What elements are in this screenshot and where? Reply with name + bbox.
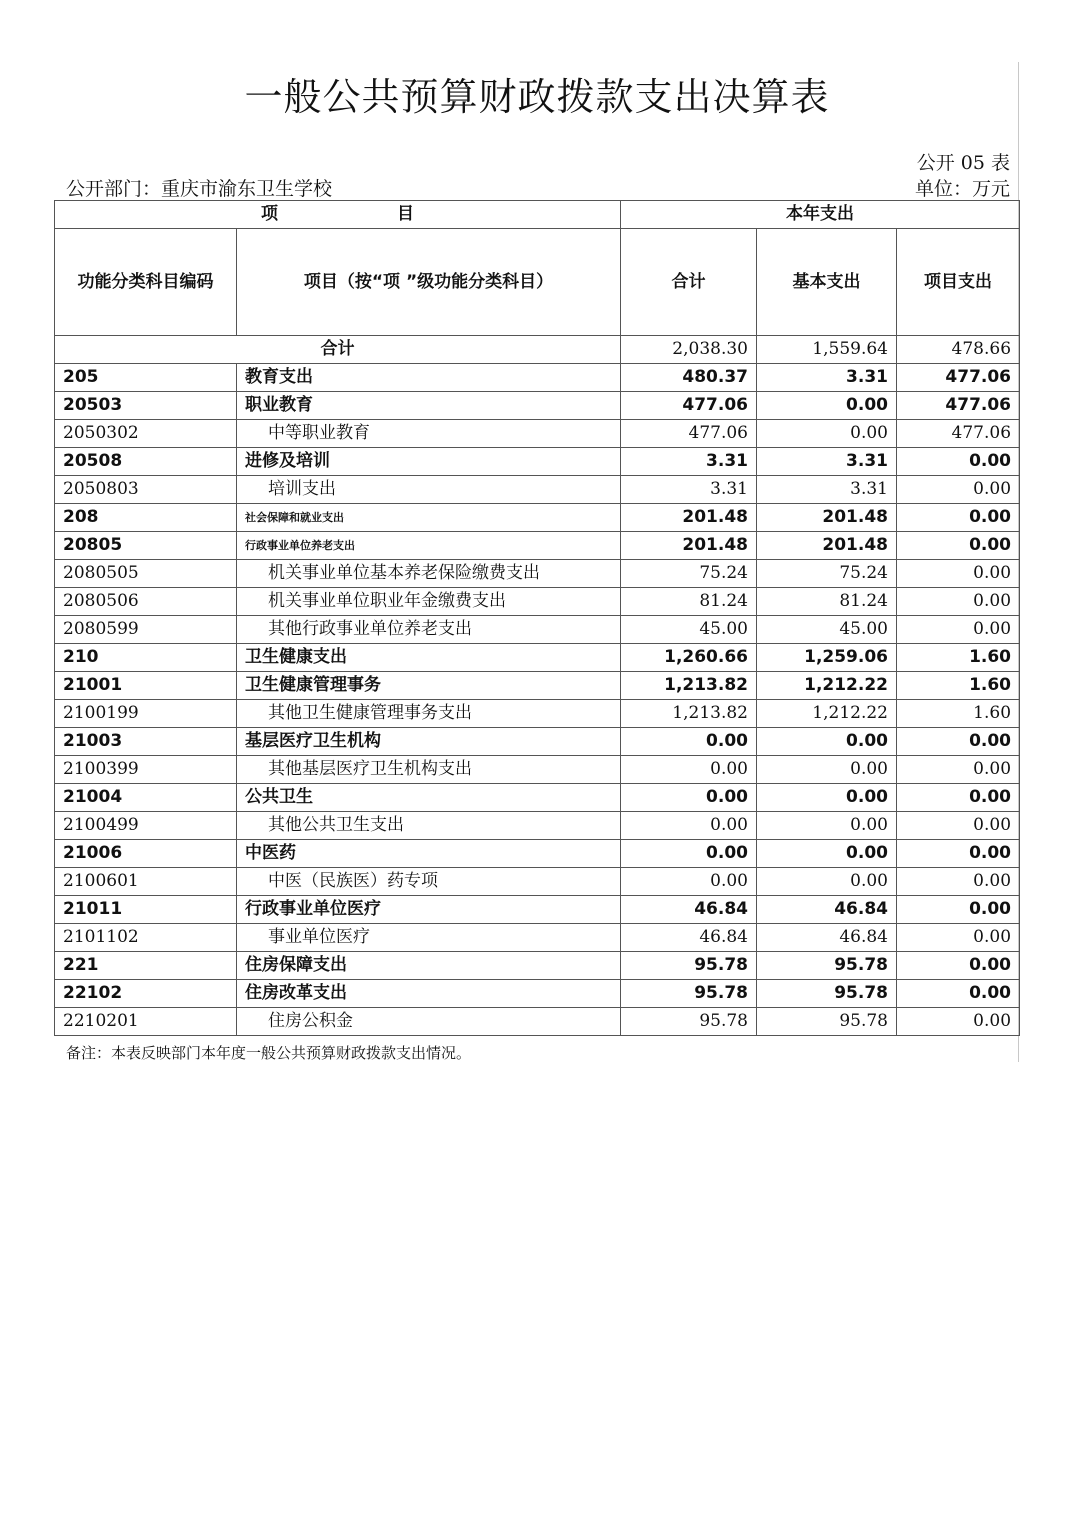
table-row [55, 868, 1020, 896]
row-name: 职业教育 [237, 392, 621, 420]
table-row [55, 952, 1020, 980]
row-name: 住房保障支出 [237, 952, 621, 980]
row-code: 22102 [55, 980, 237, 1008]
row-project: 0.00 [897, 560, 1020, 588]
total-row [55, 336, 1020, 364]
row-total: 45.00 [621, 616, 757, 644]
table-row [55, 728, 1020, 756]
header-name: 项目（按“项 ”级功能分类科目） [237, 229, 621, 336]
row-total: 0.00 [621, 784, 757, 812]
row-basic: 81.24 [757, 588, 897, 616]
row-name: 机关事业单位职业年金缴费支出 [237, 588, 621, 616]
row-project: 0.00 [897, 924, 1020, 952]
row-basic: 0.00 [757, 728, 897, 756]
table-row [55, 392, 1020, 420]
row-code: 21001 [55, 672, 237, 700]
row-total: 201.48 [621, 504, 757, 532]
row-code: 20508 [55, 448, 237, 476]
row-total: 0.00 [621, 840, 757, 868]
table-row [55, 588, 1020, 616]
row-name: 卫生健康管理事务 [237, 672, 621, 700]
row-basic: 1,212.22 [757, 672, 897, 700]
row-code: 21006 [55, 840, 237, 868]
row-code: 20805 [55, 532, 237, 560]
row-total: 81.24 [621, 588, 757, 616]
row-project: 0.00 [897, 980, 1020, 1008]
table-row [55, 700, 1020, 728]
table-row [55, 448, 1020, 476]
row-code: 2210201 [55, 1008, 237, 1036]
row-name: 卫生健康支出 [237, 644, 621, 672]
row-basic: 95.78 [757, 1008, 897, 1036]
row-code: 2080506 [55, 588, 237, 616]
row-total: 75.24 [621, 560, 757, 588]
row-total: 95.78 [621, 980, 757, 1008]
department-label: 公开部门：重庆市渝东卫生学校 [66, 178, 333, 200]
row-total: 3.31 [621, 476, 757, 504]
row-total: 480.37 [621, 364, 757, 392]
row-project: 1.60 [897, 672, 1020, 700]
row-basic: 0.00 [757, 756, 897, 784]
table-row [55, 896, 1020, 924]
row-code: 2050803 [55, 476, 237, 504]
table-row [55, 476, 1020, 504]
row-project: 0.00 [897, 532, 1020, 560]
row-basic: 46.84 [757, 924, 897, 952]
row-basic: 45.00 [757, 616, 897, 644]
row-name: 基层医疗卫生机构 [237, 728, 621, 756]
row-project: 0.00 [897, 868, 1020, 896]
row-project: 1.60 [897, 700, 1020, 728]
row-name: 其他卫生健康管理事务支出 [237, 700, 621, 728]
total-amount: 2,038.30 [621, 336, 757, 364]
page-title: 一般公共预算财政拨款支出决算表 [244, 75, 830, 119]
row-basic: 75.24 [757, 560, 897, 588]
row-code: 2100399 [55, 756, 237, 784]
row-basic: 3.31 [757, 364, 897, 392]
row-total: 1,213.82 [621, 700, 757, 728]
row-project: 0.00 [897, 1008, 1020, 1036]
row-basic: 95.78 [757, 980, 897, 1008]
row-name: 公共卫生 [237, 784, 621, 812]
row-total: 1,213.82 [621, 672, 757, 700]
row-total: 3.31 [621, 448, 757, 476]
row-code: 2050302 [55, 420, 237, 448]
total-label: 合计 [55, 336, 621, 364]
row-name: 中等职业教育 [237, 420, 621, 448]
row-code: 2080599 [55, 616, 237, 644]
row-project: 0.00 [897, 476, 1020, 504]
row-project: 477.06 [897, 364, 1020, 392]
unit-label: 单位：万元 [914, 178, 1010, 200]
row-basic: 1,259.06 [757, 644, 897, 672]
form-number: 公开 05 表 [916, 152, 1010, 174]
row-code: 208 [55, 504, 237, 532]
row-total: 0.00 [621, 812, 757, 840]
row-total: 477.06 [621, 420, 757, 448]
total-project: 478.66 [897, 336, 1020, 364]
header-project-exp: 项目支出 [897, 229, 1020, 336]
row-name: 进修及培训 [237, 448, 621, 476]
total-basic: 1,559.64 [757, 336, 897, 364]
row-code: 2080505 [55, 560, 237, 588]
row-code: 221 [55, 952, 237, 980]
row-basic: 0.00 [757, 420, 897, 448]
row-name: 中医药 [237, 840, 621, 868]
row-project: 0.00 [897, 840, 1020, 868]
table-row [55, 924, 1020, 952]
table-row [55, 504, 1020, 532]
row-name: 住房改革支出 [237, 980, 621, 1008]
row-code: 210 [55, 644, 237, 672]
header-code: 功能分类科目编码 [55, 229, 237, 336]
row-code: 21003 [55, 728, 237, 756]
header-total: 合计 [621, 229, 757, 336]
table-row [55, 756, 1020, 784]
table-row [55, 812, 1020, 840]
row-name: 其他行政事业单位养老支出 [237, 616, 621, 644]
row-total: 95.78 [621, 952, 757, 980]
row-project: 0.00 [897, 616, 1020, 644]
row-basic: 95.78 [757, 952, 897, 980]
table-row [55, 784, 1020, 812]
footnote: 备注：本表反映部门本年度一般公共预算财政拨款支出情况。 [66, 1044, 472, 1062]
row-total: 95.78 [621, 1008, 757, 1036]
row-basic: 0.00 [757, 392, 897, 420]
row-basic: 201.48 [757, 504, 897, 532]
table-row [55, 840, 1020, 868]
row-total: 0.00 [621, 756, 757, 784]
row-basic: 201.48 [757, 532, 897, 560]
row-project: 0.00 [897, 728, 1020, 756]
row-project: 0.00 [897, 812, 1020, 840]
row-name: 中医（民族医）药专项 [237, 868, 621, 896]
row-name: 其他公共卫生支出 [237, 812, 621, 840]
row-basic: 1,212.22 [757, 700, 897, 728]
table-row [55, 616, 1020, 644]
row-project: 0.00 [897, 588, 1020, 616]
row-code: 21004 [55, 784, 237, 812]
row-total: 0.00 [621, 728, 757, 756]
header-current-year: 本年支出 [621, 201, 1020, 229]
row-basic: 3.31 [757, 448, 897, 476]
row-name: 教育支出 [237, 364, 621, 392]
row-project: 0.00 [897, 756, 1020, 784]
row-code: 205 [55, 364, 237, 392]
row-total: 201.48 [621, 532, 757, 560]
row-basic: 0.00 [757, 840, 897, 868]
row-project: 1.60 [897, 644, 1020, 672]
row-project: 0.00 [897, 448, 1020, 476]
row-basic: 0.00 [757, 868, 897, 896]
row-name: 培训支出 [237, 476, 621, 504]
row-name: 机关事业单位基本养老保险缴费支出 [237, 560, 621, 588]
row-basic: 0.00 [757, 812, 897, 840]
row-project: 0.00 [897, 784, 1020, 812]
row-total: 46.84 [621, 924, 757, 952]
table-row [55, 980, 1020, 1008]
row-total: 1,260.66 [621, 644, 757, 672]
row-project: 0.00 [897, 952, 1020, 980]
table-row [55, 1008, 1020, 1036]
row-basic: 0.00 [757, 784, 897, 812]
row-total: 46.84 [621, 896, 757, 924]
row-code: 2100199 [55, 700, 237, 728]
table-row [55, 644, 1020, 672]
row-total: 477.06 [621, 392, 757, 420]
table-row [55, 560, 1020, 588]
row-project: 477.06 [897, 420, 1020, 448]
row-name: 行政事业单位养老支出 [237, 532, 621, 560]
row-project: 477.06 [897, 392, 1020, 420]
table-row [55, 532, 1020, 560]
row-basic: 3.31 [757, 476, 897, 504]
row-name: 社会保障和就业支出 [237, 504, 621, 532]
row-total: 0.00 [621, 868, 757, 896]
row-name: 行政事业单位医疗 [237, 896, 621, 924]
row-code: 2100601 [55, 868, 237, 896]
header-project: 项 目 [55, 201, 621, 229]
header-basic: 基本支出 [757, 229, 897, 336]
row-code: 20503 [55, 392, 237, 420]
expenditure-table [54, 200, 1020, 1036]
table-row [55, 364, 1020, 392]
row-name: 其他基层医疗卫生机构支出 [237, 756, 621, 784]
row-name: 事业单位医疗 [237, 924, 621, 952]
row-project: 0.00 [897, 504, 1020, 532]
row-code: 21011 [55, 896, 237, 924]
row-basic: 46.84 [757, 896, 897, 924]
row-name: 住房公积金 [237, 1008, 621, 1036]
row-code: 2100499 [55, 812, 237, 840]
row-code: 2101102 [55, 924, 237, 952]
table-row [55, 420, 1020, 448]
table-row [55, 672, 1020, 700]
row-project: 0.00 [897, 896, 1020, 924]
